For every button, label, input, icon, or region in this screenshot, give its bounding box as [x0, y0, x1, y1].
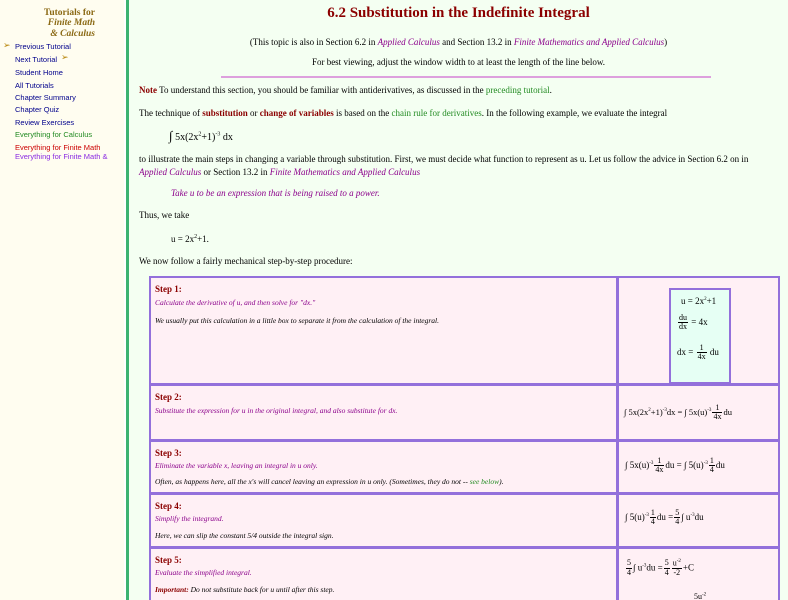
step1-expl: We usually put this calculation in a little box to separate it from the calculation of the integral. [155, 316, 439, 325]
procedure-intro: We now follow a fairly mechanical step-by-step procedure: [139, 256, 353, 266]
back-arrow-icon: ➢ [3, 40, 11, 50]
integral-plus: +1) [201, 132, 216, 143]
step4-equation: ∫ $5(u)^{-3}$ $\frac{1}{4}$ du = $\frac{5}{4}$ ∫ $u^{-3}du$ [625, 508, 704, 527]
book-applied-calculus-2: Applied Calculus [139, 167, 202, 177]
step4-text-cell [151, 495, 616, 546]
u-sq: 2 [194, 234, 198, 240]
also-pre: (This topic is also in Section 6.2 in [249, 37, 378, 47]
step5-next: $5u^{-2}$ [694, 592, 707, 600]
nav-next-tutorial[interactable]: Next Tutorial [15, 55, 58, 64]
integral-pow: -3 [215, 131, 221, 138]
step3-heading: Step 3: [155, 448, 182, 458]
nav-everything-calculus[interactable]: Everything for Calculus [15, 130, 93, 139]
step3-math-cell [619, 442, 778, 492]
illustrate-or: or Section 13.2 in [201, 167, 270, 177]
also-mid: and Section 13.2 in [439, 37, 514, 47]
integral-sign: ∫ [169, 128, 173, 143]
note-label: Note [139, 85, 157, 95]
step4-math-cell [619, 495, 778, 546]
nav-student-home[interactable]: Student Home [15, 68, 63, 77]
term-change-of-variables: change of variables [259, 108, 334, 118]
prerequisite-note [139, 85, 552, 95]
advice-text: Take u to be an expression that is being raised to a power. [171, 188, 380, 198]
step2-equation: ∫ $5x(2x^2+1)^{-3}dx$ = ∫ $5x(u)^{-3}$ $\frac{1}{4x}$ du [624, 403, 732, 422]
step2-text-cell [151, 386, 616, 439]
tech-pre: The technique of [139, 108, 203, 118]
nav-everything-finite-math[interactable]: Everything for Finite Math [15, 143, 101, 152]
integral-expr: 5x(2x [175, 132, 199, 143]
step5-heading: Step 5: [155, 555, 182, 565]
preceding-tutorial-link[interactable]: preceding tutorial [485, 85, 550, 95]
step4-heading: Step 4: [155, 501, 182, 511]
illustrate-line-2 [139, 167, 420, 177]
u-rhs: +1. [197, 234, 209, 244]
step3-sub: Eliminate the variable x, leaving an integral in u only. [155, 461, 318, 470]
step4-sub: Simplify the integrand. [155, 514, 224, 523]
step5-text-cell [151, 549, 616, 600]
illustrate-paragraph: to illustrate the main steps in changing a variable through substitution. First, we must decide what function to represent as u. Let us follow the advice in Section 6.2 on in [139, 154, 749, 164]
book-finite-math-applied-calc: Finite Mathematics and Applied Calculus [513, 37, 665, 47]
integral-dx: dx [222, 132, 233, 143]
u-lhs: u = 2x [171, 234, 195, 244]
page-title: 6.2 Substitution in the Indefinite Integral [327, 5, 590, 21]
chain-rule-link[interactable]: chain rule for derivatives [391, 108, 482, 118]
step2-heading: Step 2: [155, 392, 182, 402]
box-u: $u = 2x^2+1$ [681, 296, 717, 306]
example-integral [169, 128, 233, 144]
thus-text: Thus, we take [139, 210, 190, 220]
step1-sub: Calculate the derivative of u, and then solve for "dx." [155, 298, 316, 307]
best-viewing-note: For best viewing, adjust the window width to at least the length of the line below. [311, 57, 606, 67]
nav-everything-finite-math-calculus[interactable]: Everything for Finite Math & [15, 152, 108, 161]
step2-sub: Substitute the expression for u in the original integral, and also substitute for dx. [155, 406, 398, 415]
step5-math-cell [619, 549, 778, 600]
step4-expl: Here, we can slip the constant 5/4 outside the integral sign. [155, 531, 334, 540]
step3-equation: ∫ $5x(u)^{-3}$ $\frac{1}{4x}$ du = ∫ $5(u)^{-3}$ $\frac{1}{4}$ du [625, 456, 725, 475]
u-definition [171, 234, 209, 244]
step3-expl: Often, as happens here, all the x's will cancel leaving an expression in u only. (Sometimes, they do not -- see below). [155, 477, 504, 486]
book-applied-calculus: Applied Calculus [377, 37, 440, 47]
derivative-box [669, 288, 731, 383]
book-finite-math-2: Finite Mathematics and Applied Calculus [269, 167, 421, 177]
forward-arrow-icon: ➢ [61, 52, 69, 62]
also-note [129, 37, 788, 47]
nav-chapter-quiz[interactable]: Chapter Quiz [15, 105, 60, 114]
step5-sub: Evaluate the simplified integral. [155, 568, 252, 577]
integral-sq: 2 [198, 131, 202, 138]
step2-math-cell [619, 386, 778, 439]
note-text: To understand this section, you should be familiar with antiderivatives, as discussed in the [157, 85, 486, 95]
main-content [129, 0, 788, 600]
nav-previous-tutorial[interactable]: Previous Tutorial [15, 42, 71, 51]
technique-paragraph [139, 108, 667, 118]
also-post: ) [664, 37, 668, 47]
step5-equation: $\frac{5}{4}$ ∫ $u^{-3}du$ = $\frac{5}{4}$ $\frac{u^{-2}}{-2}$ +C [627, 558, 694, 578]
box-dudx: $\frac{du}{dx}$ = 4x [679, 313, 708, 332]
tech-post: . In the following example, we evaluate the integral [481, 108, 668, 118]
step3-text-cell [151, 442, 616, 492]
see-below-link[interactable]: see below [469, 477, 500, 486]
step1-heading: Step 1: [155, 284, 182, 294]
sidebar [0, 0, 124, 600]
brand-line-1: Tutorials for [43, 8, 95, 18]
width-guide-rule [221, 76, 711, 78]
step1-math-cell [619, 278, 778, 383]
term-substitution: substitution [202, 108, 248, 118]
box-dx: dx = $\frac{1}{4x}$ du [677, 343, 719, 362]
important-label: Important: [155, 585, 189, 594]
tech-or: or [247, 108, 260, 118]
step5-expl: Important: Do not substitute back for u until after this step. [155, 585, 335, 594]
nav-all-tutorials[interactable]: All Tutorials [15, 81, 54, 90]
tech-mid: is based on the [333, 108, 392, 118]
steps-table [149, 276, 780, 600]
nav-chapter-summary[interactable]: Chapter Summary [15, 93, 76, 102]
nav-review-exercises[interactable]: Review Exercises [15, 118, 75, 127]
step1-text-cell [151, 278, 616, 383]
brand-line-2: Finite Math [47, 18, 95, 28]
brand-line-3: & Calculus [50, 29, 95, 39]
note-end: . [549, 85, 552, 95]
